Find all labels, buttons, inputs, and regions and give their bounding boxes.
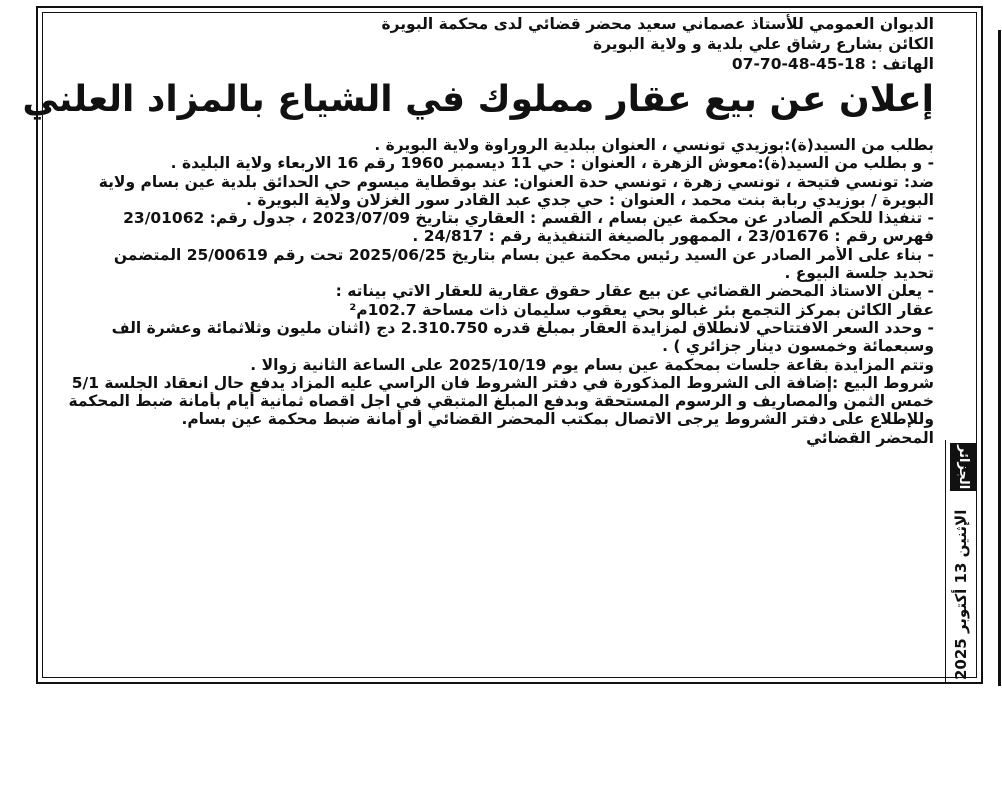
- office-name: الديوان العمومي للأستاذ عصماني سعيد محضر قضائي لدى محكمة البويرة: [381, 15, 934, 33]
- body-line: فهرس رقم : 23/01676 ، الممهور بالصيغة التنفيذية رقم : 24/817 .: [412, 227, 934, 246]
- body-line: خمس الثمن والمصاريف و الرسوم المستحقة وبدفع المبلغ المتبقي في اجل اقصاه ثمانية أيام بأمانة ضبط المحكمة: [68, 392, 934, 411]
- body-line: عقار الكائن بمركز التجمع بئر غبالو بحي يعقوب سليمان ذات مساحة 102.7م²: [349, 300, 934, 319]
- notice-body: [54, 136, 934, 447]
- body-line: تحديد جلسة البيوع .: [784, 264, 934, 283]
- body-line: البويرة / بوزيدي ربابة بنت محمد ، العنوان : حي جدي عبد القادر سور الغزلان ولاية البويرة .: [246, 190, 934, 209]
- legal-notice: [22, 14, 934, 447]
- office-address: الكائن بشارع رشاق علي بلدية و ولاية البويرة: [592, 35, 934, 53]
- newspaper-logo: الجزائر: [950, 443, 976, 491]
- body-line: - و بطلب من السيد(ة):معوش الزهرة ، العنوان : حي 11 ديسمبر 1960 رقم 16 الاربعاء ولاية البليدة .: [170, 154, 934, 173]
- issue-date: الإثنين 13 أكتوبر 2025: [952, 509, 970, 680]
- page-edge-rule: [998, 30, 1001, 686]
- body-line: وتتم المزايدة بقاعة جلسات بمحكمة عين بسام يوم 2025/10/19 على الساعة الثانية زوالا .: [250, 355, 934, 374]
- body-line: - بناء على الأمر الصادر عن السيد رئيس محكمة عين بسام بتاريخ 2025/06/25 تحت رقم 25/00619 المتضمن: [113, 245, 934, 264]
- notice-title: إعلان عن بيع عقار مملوك في الشياع بالمزاد العلني: [22, 79, 934, 120]
- body-line: بطلب من السيد(ة):بوزيدي تونسي ، العنوان ببلدية الروراوة ولاية البويرة .: [374, 136, 934, 154]
- office-phone: الهاتف : 18-45-48-70-07: [731, 55, 934, 73]
- body-line: ضد: تونسي فتيحة ، تونسي زهرة ، تونسي حدة العنوان: عند بوقطاية ميسوم حي الحدائق بلدية عين بسام ولاية: [98, 172, 934, 191]
- body-line: وللإطلاع على دفتر الشروط يرجى الاتصال بمكتب المحضر القضائي أو أمانة ضبط محكمة عين بسام.: [181, 410, 934, 429]
- body-line: شروط البيع :إضافة الى الشروط المذكورة في دفتر الشروط فان الراسي عليه المزاد يدفع حال انعقاد الجلسة 5/1: [71, 373, 934, 392]
- body-line: - تنفيذا للحكم الصادر عن محكمة عين بسام ، القسم : العقاري بتاريخ 2023/07/09 ، جدول رقم: 23/01062: [123, 209, 934, 228]
- body-line: وسبعمائة وخمسون دينار جزائري ) .: [662, 337, 934, 356]
- body-line: - وحدد السعر الافتتاحي لانطلاق لمزايدة العقار بمبلغ قدره 2.310.750 دج (اثنان مليون وثلاثمائة وعشرة الف: [111, 318, 934, 337]
- signature: المحضر القضائي: [806, 428, 934, 447]
- body-line: - يعلن الاستاذ المحضر القضائي عن بيع عقار حقوق عقارية للعقار الاتي بيناته :: [335, 282, 934, 301]
